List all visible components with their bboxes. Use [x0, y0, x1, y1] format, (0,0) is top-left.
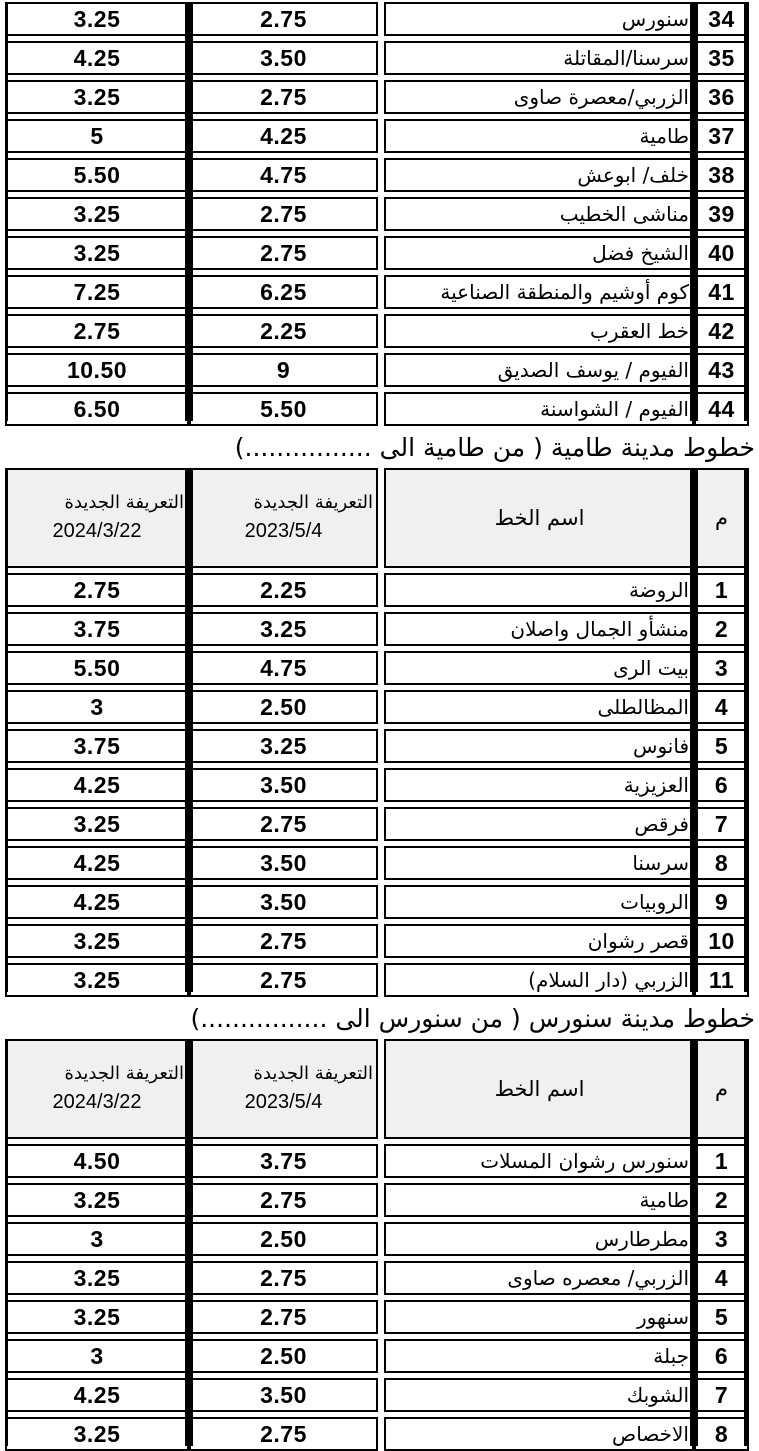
tariff-2023-cell: 2.75: [189, 80, 378, 114]
tariff-2023-cell: 6.25: [189, 275, 378, 309]
tariff-2023-cell: 4.75: [189, 651, 378, 685]
table-header-row: [5, 1039, 749, 1139]
line-name-cell: منشأو الجمال واصلان: [384, 612, 694, 646]
line-name-cell: سنورس رشوان المسلات: [384, 1144, 694, 1178]
table-border-line: [690, 1039, 698, 1446]
fare-table: [5, 1039, 749, 1451]
line-name-cell: خط العقرب: [384, 314, 694, 348]
row-number-cell: 7: [694, 807, 749, 841]
fare-row: [5, 158, 749, 192]
tariff-2023-cell: 2.75: [189, 2, 378, 36]
row-number-cell: 9: [694, 885, 749, 919]
tariff-2024-date: 2024/3/22: [52, 1090, 142, 1113]
header-index: م: [694, 468, 749, 568]
tariff-2023-date: 2023/5/4: [244, 519, 323, 542]
fare-row: [5, 1378, 749, 1412]
row-number-cell: 2: [694, 1183, 749, 1217]
tariff-2023-cell: 2.75: [189, 924, 378, 958]
fare-row: [5, 197, 749, 231]
tariff-2024-cell: 3.25: [5, 963, 189, 997]
row-number-cell: 42: [694, 314, 749, 348]
tariff-2023-cell: 3.75: [189, 1144, 378, 1178]
line-name-cell: الشوبك: [384, 1378, 694, 1412]
fare-row: [5, 41, 749, 75]
tariff-2023-cell: 2.75: [189, 197, 378, 231]
fare-row: [5, 1183, 749, 1217]
tariff-2024-cell: 2.75: [5, 314, 189, 348]
line-name-cell: طامية: [384, 1183, 694, 1217]
line-name-cell: قصر رشوان: [384, 924, 694, 958]
line-name-cell: مناشى الخطيب: [384, 197, 694, 231]
header-index: م: [694, 1039, 749, 1139]
tariff-2024-cell: 3: [5, 690, 189, 724]
tariff-2024-cell: 3.75: [5, 729, 189, 763]
tariff-2023-cell: 2.50: [189, 1222, 378, 1256]
tariff-2024-cell: 5: [5, 119, 189, 153]
tariff-2024-cell: 4.25: [5, 885, 189, 919]
fare-row: [5, 612, 749, 646]
line-name-cell: سرسنا/المقاتلة: [384, 41, 694, 75]
row-number-cell: 35: [694, 41, 749, 75]
row-number-cell: 3: [694, 1222, 749, 1256]
tariff-2023-cell: 3.25: [189, 612, 378, 646]
row-number-cell: 38: [694, 158, 749, 192]
tariff-2023-cell: 2.25: [189, 314, 378, 348]
table-border-line: [690, 468, 698, 992]
line-name-cell: طامية: [384, 119, 694, 153]
line-name-cell: خلف/ ابوعش: [384, 158, 694, 192]
section-title: خطوط مدينة سنورس ( من سنورس الى ................): [190, 1004, 755, 1033]
tariff-2024-cell: 3.75: [5, 612, 189, 646]
tariff-2024-cell: 3.25: [5, 80, 189, 114]
tariff-2023-label: التعريفة الجديدة: [253, 492, 373, 514]
tariff-2023-cell: 2.75: [189, 807, 378, 841]
header-tariff-2024: [5, 1039, 189, 1139]
line-name-cell: العزيزية: [384, 768, 694, 802]
tariff-2024-cell: 4.25: [5, 41, 189, 75]
line-name-cell: الروبيات: [384, 885, 694, 919]
tariff-2023-cell: 4.75: [189, 158, 378, 192]
tariff-2024-cell: 4.50: [5, 1144, 189, 1178]
line-name-cell: الزربي/ معصره صاوى: [384, 1261, 694, 1295]
tariff-2024-cell: 5.50: [5, 651, 189, 685]
tariff-2024-cell: 3.25: [5, 1183, 189, 1217]
line-name-cell: سرسنا: [384, 846, 694, 880]
row-number-cell: 11: [694, 963, 749, 997]
fare-row: [5, 1339, 749, 1373]
header-line-name: اسم الخط: [384, 468, 694, 568]
tariff-2023-cell: 3.50: [189, 768, 378, 802]
tariff-2023-cell: 3.25: [189, 729, 378, 763]
fare-row: [5, 573, 749, 607]
fare-table: [5, 468, 749, 997]
tariff-2024-cell: 3: [5, 1339, 189, 1373]
line-name-cell: سنورس: [384, 2, 694, 36]
tariff-2023-label: التعريفة الجديدة: [253, 1063, 373, 1085]
row-number-cell: 37: [694, 119, 749, 153]
fare-row: [5, 924, 749, 958]
line-name-cell: فرقص: [384, 807, 694, 841]
tariff-2024-cell: 7.25: [5, 275, 189, 309]
tariff-2024-label: التعريفة الجديدة: [64, 1063, 184, 1085]
table-border-line: [744, 468, 749, 992]
header-tariff-2023: [189, 468, 378, 568]
row-number-cell: 36: [694, 80, 749, 114]
fare-row: [5, 392, 749, 426]
tariff-2024-cell: 3.25: [5, 2, 189, 36]
line-name-cell: بيت الرى: [384, 651, 694, 685]
table-border-line: [5, 468, 8, 992]
tariff-2023-cell: 3.50: [189, 846, 378, 880]
tariff-2023-cell: 3.50: [189, 885, 378, 919]
header-tariff-2023: [189, 1039, 378, 1139]
fare-row: [5, 963, 749, 997]
header-tariff-2024: [5, 468, 189, 568]
line-name-cell: مطرطارس: [384, 1222, 694, 1256]
row-number-cell: 43: [694, 353, 749, 387]
row-number-cell: 6: [694, 1339, 749, 1373]
tariff-2023-cell: 2.75: [189, 236, 378, 270]
row-number-cell: 34: [694, 2, 749, 36]
tariff-2024-date: 2024/3/22: [52, 519, 142, 542]
tariff-2024-cell: 4.25: [5, 768, 189, 802]
fare-row: [5, 1300, 749, 1334]
line-name-cell: جبلة: [384, 1339, 694, 1373]
tariff-2024-cell: 2.75: [5, 573, 189, 607]
tariff-2023-date: 2023/5/4: [244, 1090, 323, 1113]
table-border-line: [185, 468, 193, 992]
tariff-2024-label: التعريفة الجديدة: [64, 492, 184, 514]
tariff-2023-cell: 9: [189, 353, 378, 387]
row-number-cell: 40: [694, 236, 749, 270]
row-number-cell: 2: [694, 612, 749, 646]
row-number-cell: 8: [694, 846, 749, 880]
row-number-cell: 10: [694, 924, 749, 958]
line-name-cell: الاخصاص: [384, 1417, 694, 1451]
tariff-2024-cell: 10.50: [5, 353, 189, 387]
fare-row: [5, 690, 749, 724]
tariff-2024-cell: 3.25: [5, 924, 189, 958]
fare-row: [5, 1417, 749, 1451]
fare-row: [5, 1261, 749, 1295]
tariff-2024-cell: 4.25: [5, 846, 189, 880]
row-number-cell: 4: [694, 1261, 749, 1295]
line-name-cell: الشيخ فضل: [384, 236, 694, 270]
tariff-2023-cell: 2.50: [189, 1339, 378, 1373]
tariff-2023-cell: 4.25: [189, 119, 378, 153]
line-name-cell: كوم أوشيم والمنطقة الصناعية: [384, 275, 694, 309]
tariff-2023-cell: 3.50: [189, 1378, 378, 1412]
row-number-cell: 5: [694, 1300, 749, 1334]
fare-row: [5, 275, 749, 309]
tariff-2023-cell: 2.75: [189, 1417, 378, 1451]
tariff-2024-cell: 6.50: [5, 392, 189, 426]
tariff-2023-cell: 2.75: [189, 1183, 378, 1217]
table-border-line: [5, 1039, 8, 1446]
row-number-cell: 4: [694, 690, 749, 724]
table-border-line: [5, 2, 8, 421]
tariff-2024-cell: 3.25: [5, 1417, 189, 1451]
tariff-2023-cell: 2.75: [189, 963, 378, 997]
row-number-cell: 39: [694, 197, 749, 231]
tariff-2023-cell: 5.50: [189, 392, 378, 426]
fare-row: [5, 729, 749, 763]
row-number-cell: 7: [694, 1378, 749, 1412]
tariff-2023-cell: 3.50: [189, 41, 378, 75]
fare-row: [5, 2, 749, 36]
fare-row: [5, 885, 749, 919]
tariff-2023-cell: 2.75: [189, 1261, 378, 1295]
fare-row: [5, 80, 749, 114]
tariff-2024-cell: 3.25: [5, 236, 189, 270]
tariff-2023-cell: 2.25: [189, 573, 378, 607]
tariff-2024-cell: 3.25: [5, 1261, 189, 1295]
tariff-2023-cell: 2.50: [189, 690, 378, 724]
fare-row: [5, 119, 749, 153]
fare-row: [5, 768, 749, 802]
line-name-cell: الروضة: [384, 573, 694, 607]
tariff-2024-cell: 3.25: [5, 1300, 189, 1334]
line-name-cell: سنهور: [384, 1300, 694, 1334]
line-name-cell: فانوس: [384, 729, 694, 763]
table-border-line: [744, 1039, 749, 1446]
fare-row: [5, 807, 749, 841]
fare-row: [5, 1144, 749, 1178]
row-number-cell: 6: [694, 768, 749, 802]
tariff-2024-cell: 3: [5, 1222, 189, 1256]
row-number-cell: 44: [694, 392, 749, 426]
row-number-cell: 41: [694, 275, 749, 309]
line-name-cell: الفيوم / الشواسنة: [384, 392, 694, 426]
fare-row: [5, 314, 749, 348]
table-border-line: [185, 2, 193, 421]
fare-row: [5, 353, 749, 387]
row-number-cell: 1: [694, 1144, 749, 1178]
table-border-line: [744, 2, 749, 421]
table-header-row: [5, 468, 749, 568]
line-name-cell: المظالطلى: [384, 690, 694, 724]
tariff-2023-cell: 2.75: [189, 1300, 378, 1334]
tariff-2024-cell: 3.25: [5, 807, 189, 841]
fare-row: [5, 236, 749, 270]
tariff-2024-cell: 3.25: [5, 197, 189, 231]
tariff-2024-cell: 4.25: [5, 1378, 189, 1412]
fare-row: [5, 846, 749, 880]
tariff-2024-cell: 5.50: [5, 158, 189, 192]
table-border-line: [690, 2, 698, 421]
header-line-name: اسم الخط: [384, 1039, 694, 1139]
line-name-cell: الزربي/معصرة صاوى: [384, 80, 694, 114]
row-number-cell: 5: [694, 729, 749, 763]
table-border-line: [185, 1039, 193, 1446]
row-number-cell: 1: [694, 573, 749, 607]
fare-row: [5, 1222, 749, 1256]
row-number-cell: 8: [694, 1417, 749, 1451]
fare-table: [5, 2, 749, 426]
section-title: خطوط مدينة طامية ( من طامية الى ................): [234, 433, 755, 462]
row-number-cell: 3: [694, 651, 749, 685]
line-name-cell: الفيوم / يوسف الصديق: [384, 353, 694, 387]
fare-row: [5, 651, 749, 685]
line-name-cell: الزربي (دار السلام): [384, 963, 694, 997]
